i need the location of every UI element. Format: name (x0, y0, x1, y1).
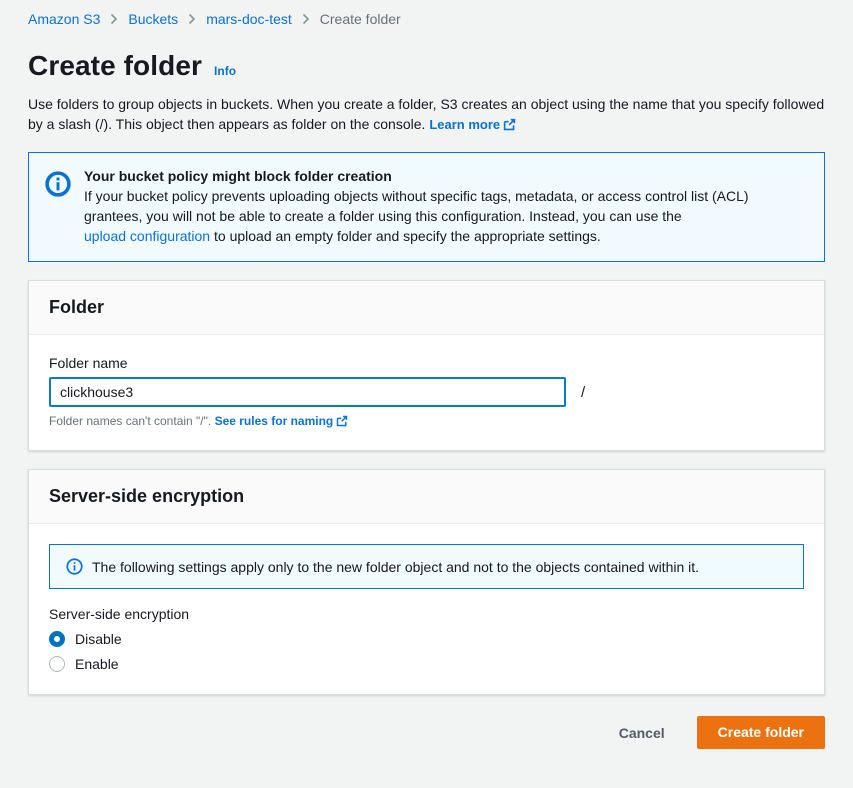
folder-name-constraint (49, 414, 804, 430)
see-rules-for-naming-link[interactable]: See rules for naming (215, 414, 349, 428)
radio-unselected-icon[interactable] (49, 656, 65, 672)
folder-section (28, 280, 825, 451)
radio-option-disable[interactable] (49, 631, 804, 647)
form-actions (28, 716, 825, 749)
radio-enable-label: Enable (75, 656, 119, 672)
alert-body-text-2: to upload an empty folder and specify the appropriate settings. (210, 228, 601, 244)
folder-section-title: Folder (49, 297, 105, 317)
breadcrumb-bucket-name[interactable]: mars-doc-test (206, 11, 292, 27)
alert-content (84, 166, 808, 246)
chevron-right-icon (301, 13, 311, 25)
create-folder-button[interactable]: Create folder (697, 716, 825, 749)
radio-disable-label: Disable (75, 631, 122, 647)
learn-more-link[interactable]: Learn more (429, 117, 516, 132)
folder-name-input[interactable] (49, 377, 566, 407)
info-link[interactable]: Info (214, 64, 237, 78)
encryption-info-text: The following settings apply only to the new folder object and not to the objects contained within it. (92, 558, 700, 575)
radio-option-enable[interactable] (49, 656, 804, 672)
page-header (28, 50, 825, 82)
page-title: Create folder (28, 50, 203, 81)
folder-section-body (29, 335, 824, 450)
encryption-section-title: Server-side encryption (49, 486, 245, 506)
external-link-icon (503, 117, 516, 137)
breadcrumb-buckets[interactable]: Buckets (128, 11, 179, 27)
chevron-right-icon (187, 13, 197, 25)
folder-name-suffix-slash: / (581, 383, 586, 401)
upload-configuration-link[interactable]: upload configuration (84, 228, 211, 244)
encryption-info-box (49, 544, 804, 589)
info-circle-icon (66, 558, 83, 575)
breadcrumb-current: Create folder (319, 11, 401, 27)
encryption-section (28, 469, 825, 695)
alert-body-text-1: If your bucket policy prevents uploading objects without specific tags, metadata, or access control list (ACL) grantees, you will not be able to create a folder using this configuration. Instead, you can use the (84, 188, 749, 224)
radio-selected-icon[interactable] (49, 631, 65, 647)
cancel-button[interactable]: Cancel (615, 719, 669, 747)
breadcrumb-amazon-s3[interactable]: Amazon S3 (28, 11, 101, 27)
encryption-radio-group-label: Server-side encryption (49, 606, 190, 622)
external-link-icon (336, 415, 348, 430)
constraint-text: Folder names can't contain "/". (49, 414, 215, 428)
page-description-text: Use folders to group objects in buckets. When you create a folder, S3 creates an object using the name that you specify followed by a slash (/). This object then appears as folder on the console. (28, 96, 825, 132)
bucket-policy-alert (28, 152, 825, 262)
folder-name-label: Folder name (49, 355, 128, 371)
encryption-section-header (29, 470, 824, 524)
alert-body (84, 186, 808, 246)
folder-section-header (29, 281, 824, 335)
alert-title: Your bucket policy might block folder creation (84, 168, 392, 184)
page-description (28, 94, 825, 137)
chevron-right-icon (109, 13, 119, 25)
info-circle-icon (45, 166, 71, 246)
encryption-section-body (29, 524, 824, 694)
breadcrumb (28, 10, 825, 27)
